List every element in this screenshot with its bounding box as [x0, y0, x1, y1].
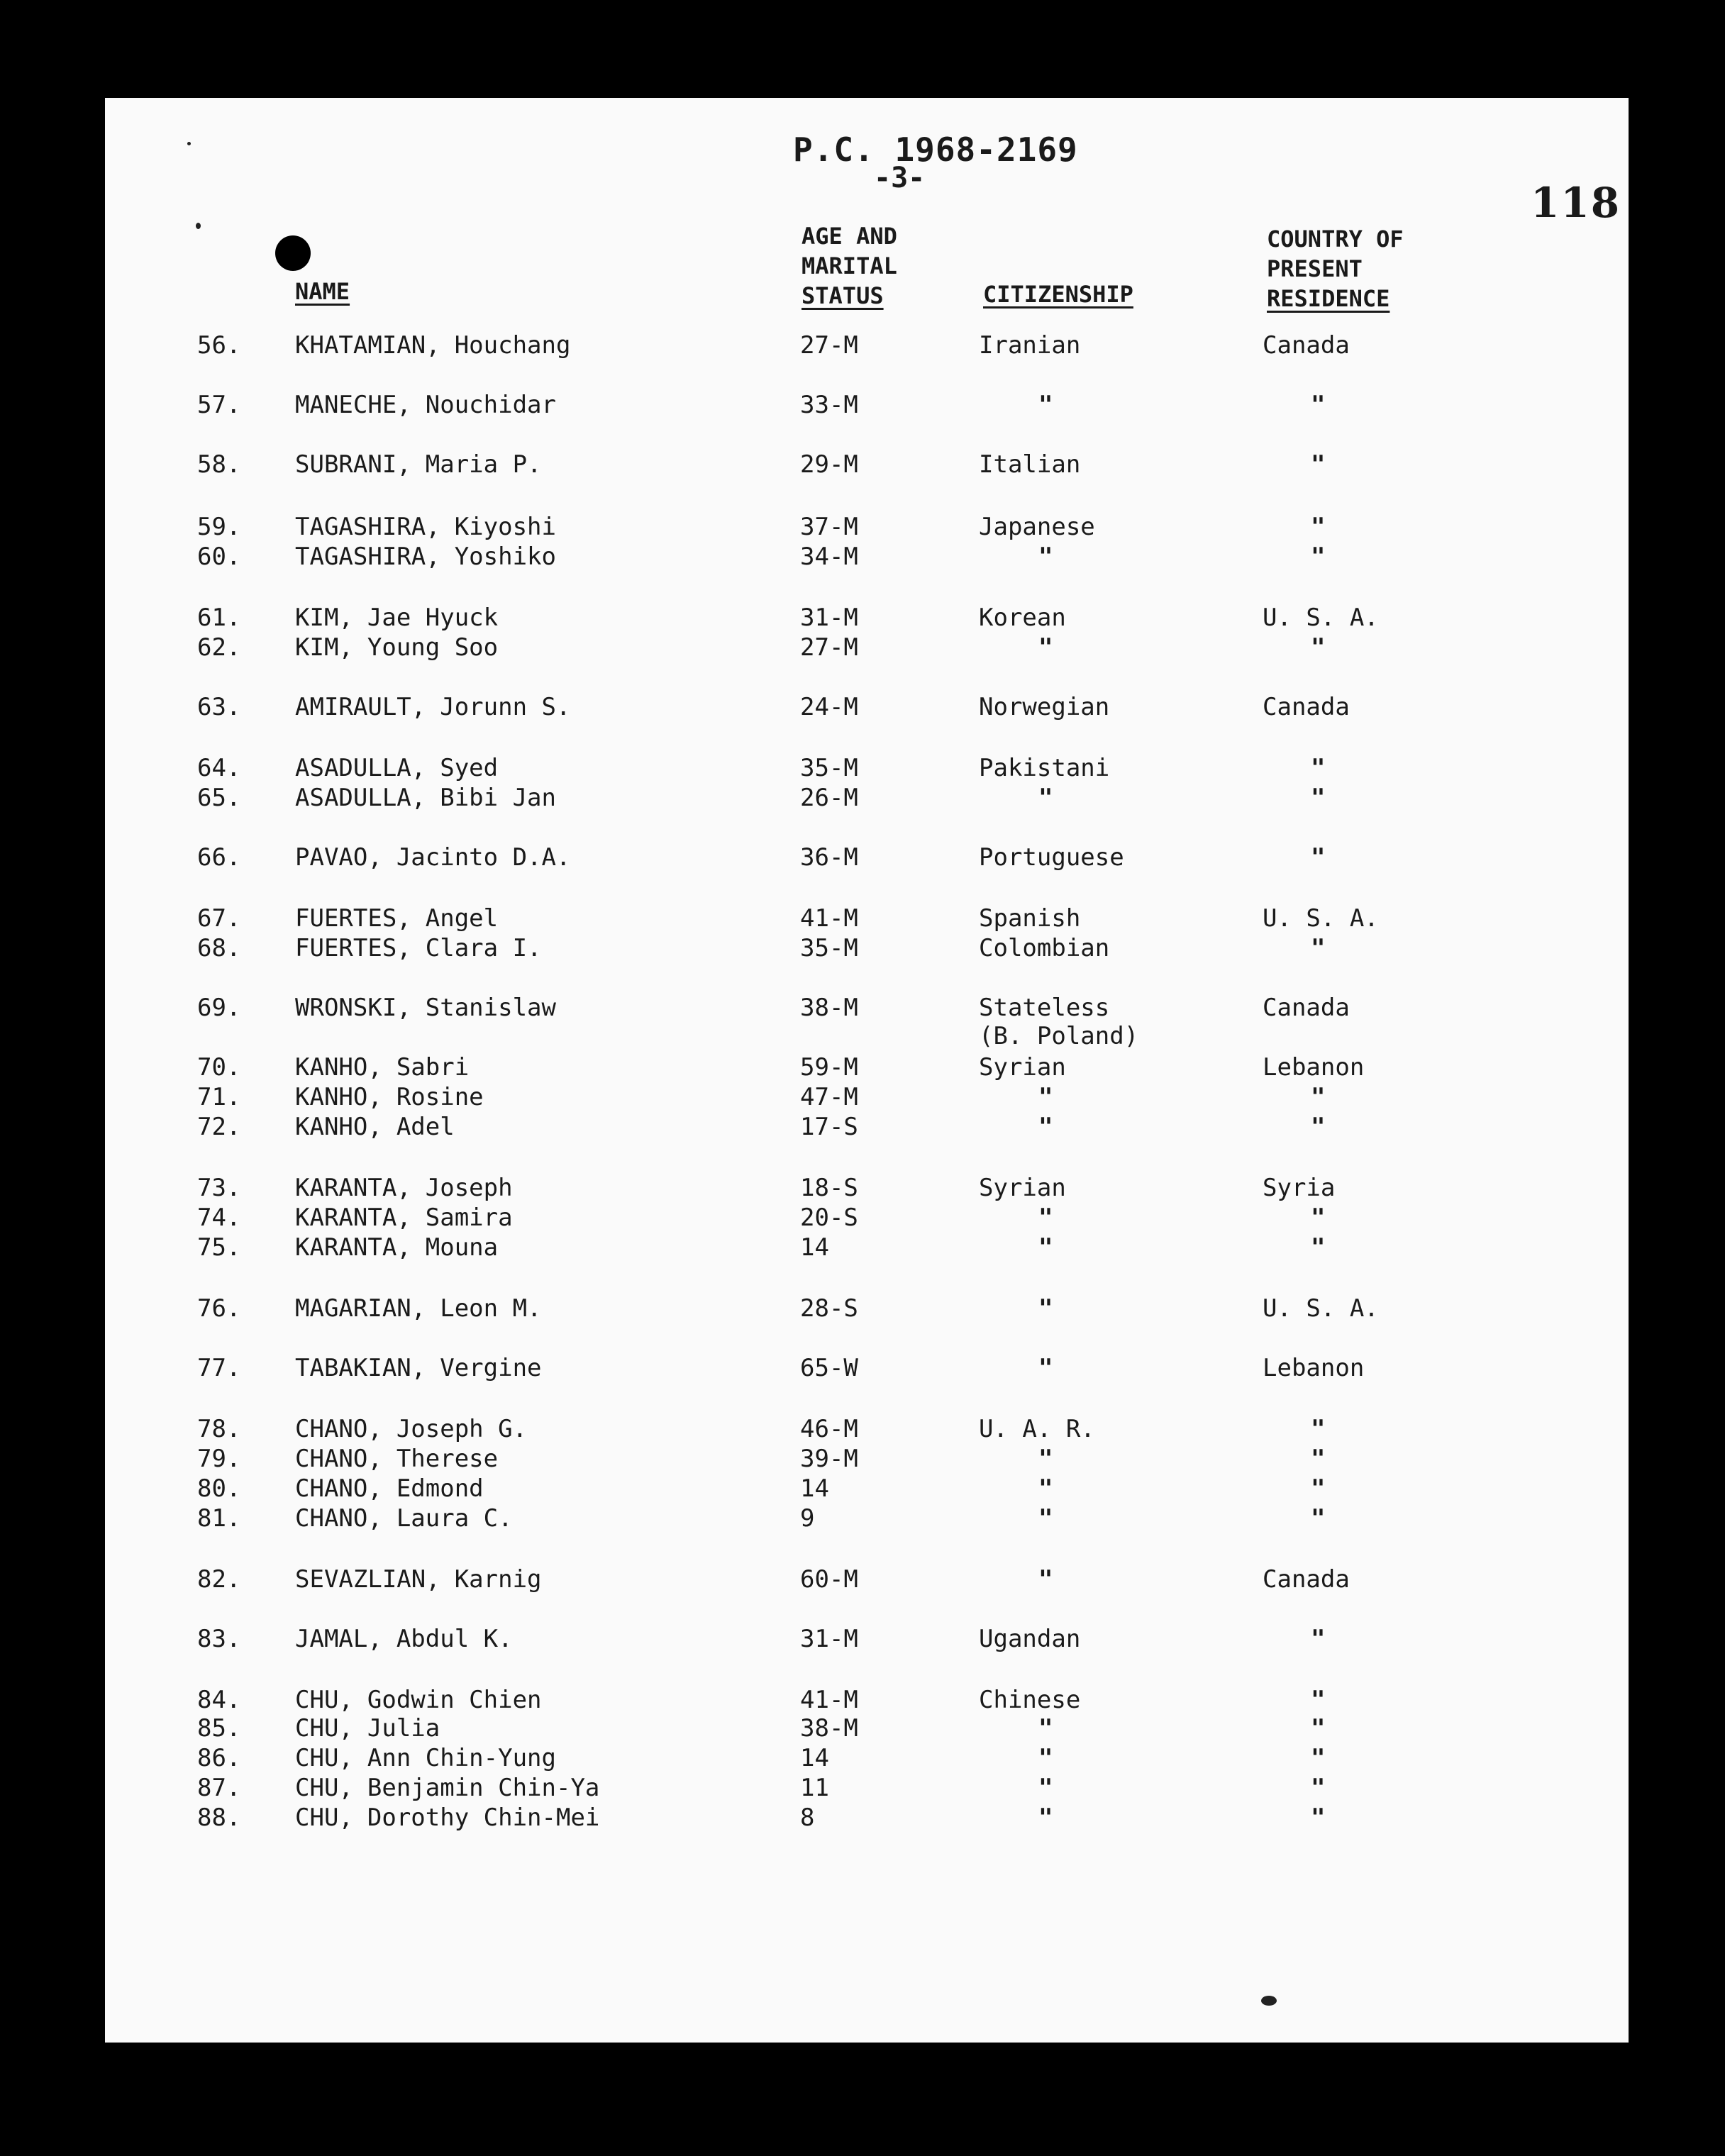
entry-name	[295, 993, 556, 1023]
entry-citizenship: "	[1038, 1445, 1053, 1473]
entry-surname: CHANO,	[295, 1415, 382, 1443]
entry-age-status: 47-M	[800, 1083, 858, 1111]
entry-number: 70.	[197, 1053, 241, 1082]
entry-residence: "	[1311, 843, 1326, 872]
entry-surname: JAMAL,	[295, 1625, 382, 1653]
entry-surname: CHANO,	[295, 1445, 382, 1473]
entry-age-status: 38-M	[800, 994, 858, 1022]
entry-residence: U. S. A.	[1263, 604, 1379, 632]
entry-name	[295, 1353, 542, 1383]
entry-surname: WRONSKI,	[295, 994, 411, 1022]
entry-citizenship: "	[1038, 1354, 1053, 1382]
entry-name	[295, 1713, 440, 1743]
entry-name	[295, 1173, 513, 1203]
entry-surname: AMIRAULT,	[295, 693, 426, 721]
entry-name	[295, 1685, 542, 1715]
entry-age-status: 38-M	[800, 1714, 858, 1743]
entry-residence: Canada	[1263, 994, 1350, 1022]
entry-number: 57.	[197, 391, 241, 419]
entry-age-status: 28-S	[800, 1294, 858, 1323]
entry-number: 77.	[197, 1354, 241, 1382]
entry-age-status: 27-M	[800, 633, 858, 662]
entry-age-status: 18-S	[800, 1174, 858, 1202]
entry-residence: Canada	[1263, 693, 1350, 721]
entry-name	[295, 1052, 469, 1082]
entry-residence: "	[1311, 934, 1326, 962]
entry-surname: ASADULLA,	[295, 754, 426, 782]
entry-age-status: 14	[800, 1233, 829, 1262]
entry-surname: FUERTES,	[295, 934, 411, 962]
entry-given-name: Dorothy Chin-Mei	[367, 1804, 600, 1832]
entry-citizenship: "	[1038, 543, 1053, 571]
entry-number: 66.	[197, 843, 241, 872]
entry-number: 84.	[197, 1686, 241, 1714]
entry-citizenship: "	[1038, 1083, 1053, 1111]
entry-name	[295, 603, 498, 633]
entry-age-status: 35-M	[800, 934, 858, 962]
entry-surname: CHU,	[295, 1714, 353, 1743]
entry-name	[295, 1082, 484, 1112]
entry-citizenship: "	[1038, 1565, 1053, 1594]
entry-name	[295, 512, 556, 542]
entry-surname: CHU,	[295, 1686, 353, 1714]
entry-citizenship: "	[1038, 1804, 1053, 1832]
entry-name	[295, 933, 542, 963]
entry-given-name: Leon M.	[440, 1294, 542, 1323]
folio-number: 118	[1531, 179, 1621, 227]
entry-given-name: Karnig	[454, 1565, 542, 1594]
entry-given-name: Angel	[425, 904, 499, 933]
entry-number: 67.	[197, 904, 241, 933]
header-country-line-1: COUNTRY OF	[1267, 226, 1404, 252]
entry-name	[295, 1743, 556, 1773]
entry-age-status: 59-M	[800, 1053, 858, 1082]
entry-citizenship: Japanese	[979, 513, 1095, 541]
entry-surname: SUBRANI,	[295, 450, 411, 479]
entry-name	[295, 450, 542, 479]
entry-number: 80.	[197, 1474, 241, 1503]
entry-residence: "	[1311, 1744, 1326, 1772]
entry-given-name: Abdul K.	[396, 1625, 513, 1653]
entry-number: 69.	[197, 994, 241, 1022]
entry-citizenship: Korean	[979, 604, 1066, 632]
entry-surname: KANHO,	[295, 1113, 382, 1141]
entry-citizenship: Iranian	[979, 331, 1081, 360]
entry-surname: TAGASHIRA,	[295, 513, 440, 541]
entry-residence: "	[1311, 1804, 1326, 1832]
entry-name	[295, 1294, 542, 1323]
entry-surname: TABAKIAN,	[295, 1354, 426, 1382]
entry-citizenship: "	[1038, 1474, 1053, 1503]
entry-age-status: 29-M	[800, 450, 858, 479]
header-citizenship: CITIZENSHIP	[983, 281, 1133, 308]
entry-given-name: Bibi Jan	[440, 784, 556, 812]
entry-age-status: 8	[800, 1804, 815, 1832]
entry-number: 59.	[197, 513, 241, 541]
entry-citizenship: "	[1038, 1233, 1053, 1262]
entry-citizenship: Portuguese	[979, 843, 1124, 872]
entry-name	[295, 783, 556, 813]
entry-age-status: 24-M	[800, 693, 858, 721]
entry-citizenship: "	[1038, 1774, 1053, 1802]
entry-given-name: Young Soo	[367, 633, 499, 662]
entry-number: 73.	[197, 1174, 241, 1202]
entry-number: 64.	[197, 754, 241, 782]
entry-residence: "	[1311, 633, 1326, 662]
entry-age-status: 9	[800, 1504, 815, 1533]
entry-age-status: 20-S	[800, 1204, 858, 1232]
entry-age-status: 27-M	[800, 331, 858, 360]
entry-residence: "	[1311, 391, 1326, 419]
entry-given-name: Vergine	[440, 1354, 542, 1382]
entry-given-name: Godwin Chien	[367, 1686, 542, 1714]
entry-given-name: Clara I.	[425, 934, 542, 962]
entry-given-name: Laura C.	[396, 1504, 513, 1533]
entry-age-status: 35-M	[800, 754, 858, 782]
entry-given-name: Julia	[367, 1714, 440, 1743]
entry-given-name: Sabri	[396, 1053, 470, 1082]
entry-name	[295, 904, 498, 933]
entry-name	[295, 753, 498, 783]
document-reference: P.C. 1968-2169	[793, 130, 1078, 169]
entry-number: 68.	[197, 934, 241, 962]
entry-surname: TAGASHIRA,	[295, 543, 440, 571]
entry-name	[295, 843, 570, 872]
entry-given-name: Yoshiko	[454, 543, 556, 571]
entry-surname: KARANTA,	[295, 1174, 411, 1202]
entry-citizenship: Norwegian	[979, 693, 1110, 721]
entry-surname: KARANTA,	[295, 1204, 411, 1232]
entry-given-name: Jorunn S.	[440, 693, 571, 721]
entry-number: 62.	[197, 633, 241, 662]
entry-citizenship: "	[1038, 1714, 1053, 1743]
entry-number: 72.	[197, 1113, 241, 1141]
entry-citizenship: "	[1038, 1113, 1053, 1141]
entry-given-name: Adel	[396, 1113, 455, 1141]
entry-age-status: 36-M	[800, 843, 858, 872]
entry-citizenship: U. A. R.	[979, 1415, 1095, 1443]
entry-surname: CHU,	[295, 1804, 353, 1832]
entry-surname: PAVAO,	[295, 843, 382, 872]
entry-citizenship: "	[1038, 1204, 1053, 1232]
entry-number: 63.	[197, 693, 241, 721]
entry-age-status: 31-M	[800, 1625, 858, 1653]
entry-citizenship: Syrian	[979, 1174, 1066, 1202]
entry-residence: Canada	[1263, 331, 1350, 360]
entry-residence: Lebanon	[1263, 1053, 1365, 1082]
entry-name	[295, 1803, 599, 1833]
entry-age-status: 65-W	[800, 1354, 858, 1382]
entry-age-status: 46-M	[800, 1415, 858, 1443]
entry-citizenship: Stateless	[979, 994, 1110, 1022]
entry-residence: "	[1311, 1714, 1326, 1743]
entry-residence: "	[1311, 754, 1326, 782]
entry-citizenship: Syrian	[979, 1053, 1066, 1082]
entry-name	[295, 330, 570, 360]
entry-name	[295, 1444, 498, 1474]
entry-name	[295, 542, 556, 572]
entry-given-name: Edmond	[396, 1474, 484, 1503]
entry-surname: KANHO,	[295, 1053, 382, 1082]
punch-hole	[275, 235, 311, 271]
entry-age-status: 14	[800, 1474, 829, 1503]
entry-given-name: Maria P.	[425, 450, 542, 479]
entry-given-name: Ann Chin-Yung	[367, 1744, 556, 1772]
entry-name	[295, 1203, 513, 1233]
entry-residence: "	[1311, 513, 1326, 541]
entry-residence: "	[1311, 1625, 1326, 1653]
entry-name	[295, 1504, 513, 1533]
entry-number: 60.	[197, 543, 241, 571]
entry-surname: KIM,	[295, 633, 353, 662]
entry-surname: CHU,	[295, 1774, 353, 1802]
entry-surname: ASADULLA,	[295, 784, 426, 812]
entry-surname: KIM,	[295, 604, 353, 632]
entry-citizenship: Ugandan	[979, 1625, 1081, 1653]
entry-name	[295, 692, 570, 722]
entry-given-name: Rosine	[396, 1083, 484, 1111]
entry-residence: "	[1311, 1774, 1326, 1802]
entry-number: 78.	[197, 1415, 241, 1443]
entry-age-status: 26-M	[800, 784, 858, 812]
entry-residence: "	[1311, 1504, 1326, 1533]
entry-number: 88.	[197, 1804, 241, 1832]
entry-given-name: Joseph	[425, 1174, 513, 1202]
header-country	[1267, 224, 1404, 313]
entry-name	[295, 1474, 484, 1504]
entry-citizenship: "	[1038, 1294, 1053, 1323]
entry-number: 56.	[197, 331, 241, 360]
header-name: NAME	[295, 278, 350, 305]
entry-age-status: 60-M	[800, 1565, 858, 1594]
entry-surname: KARANTA,	[295, 1233, 411, 1262]
ink-speck	[187, 142, 191, 145]
entry-given-name: Samira	[425, 1204, 513, 1232]
entry-name	[295, 633, 498, 662]
header-age-line-2: MARITAL	[802, 252, 897, 279]
entry-age-status: 14	[800, 1744, 829, 1772]
entry-citizenship: "	[1038, 633, 1053, 662]
entry-age-status: 41-M	[800, 904, 858, 933]
entry-residence: "	[1311, 1415, 1326, 1443]
ink-speck	[196, 223, 201, 229]
entry-name	[295, 1233, 498, 1262]
entry-surname: CHU,	[295, 1744, 353, 1772]
entry-residence: "	[1311, 1233, 1326, 1262]
entry-residence: "	[1311, 1474, 1326, 1503]
entry-number: 74.	[197, 1204, 241, 1232]
entry-residence: "	[1311, 543, 1326, 571]
entry-residence: "	[1311, 1083, 1326, 1111]
entry-given-name: Stanislaw	[425, 994, 556, 1022]
entry-number: 71.	[197, 1083, 241, 1111]
entry-surname: CHANO,	[295, 1504, 382, 1533]
entry-residence: "	[1311, 1204, 1326, 1232]
entry-name	[295, 1414, 527, 1444]
entry-number: 76.	[197, 1294, 241, 1323]
entry-age-status: 11	[800, 1774, 829, 1802]
entry-name	[295, 1112, 455, 1142]
entry-name	[295, 1773, 599, 1803]
entry-number: 58.	[197, 450, 241, 479]
header-age-line-3: STATUS	[802, 282, 884, 309]
entry-surname: KANHO,	[295, 1083, 382, 1111]
entry-age-status: 34-M	[800, 543, 858, 571]
entry-number: 85.	[197, 1714, 241, 1743]
entry-surname: FUERTES,	[295, 904, 411, 933]
entry-number: 65.	[197, 784, 241, 812]
entry-surname: CHANO,	[295, 1474, 382, 1503]
entry-given-name: Kiyoshi	[454, 513, 556, 541]
entry-residence: "	[1311, 1686, 1326, 1714]
entry-citizenship: Spanish	[979, 904, 1081, 933]
entry-name	[295, 390, 556, 420]
entry-age-status: 17-S	[800, 1113, 858, 1141]
entry-number: 82.	[197, 1565, 241, 1594]
entry-age-status: 37-M	[800, 513, 858, 541]
entry-given-name: Benjamin Chin-Ya	[367, 1774, 600, 1802]
entry-number: 61.	[197, 604, 241, 632]
entry-residence: U. S. A.	[1263, 904, 1379, 933]
entry-number: 87.	[197, 1774, 241, 1802]
entry-citizenship: Colombian	[979, 934, 1110, 962]
entry-citizenship: "	[1038, 1744, 1053, 1772]
entry-citizenship-note: (B. Poland)	[979, 1022, 1139, 1050]
entry-surname: MAGARIAN,	[295, 1294, 426, 1323]
entry-name	[295, 1624, 513, 1654]
document-page	[105, 98, 1629, 2043]
entry-number: 83.	[197, 1625, 241, 1653]
entry-residence: Canada	[1263, 1565, 1350, 1594]
entry-residence: Syria	[1263, 1174, 1336, 1202]
entry-residence: "	[1311, 784, 1326, 812]
entry-number: 79.	[197, 1445, 241, 1473]
entry-residence: "	[1311, 450, 1326, 479]
entry-age-status: 41-M	[800, 1686, 858, 1714]
entry-surname: MANECHE,	[295, 391, 411, 419]
entry-given-name: Joseph G.	[396, 1415, 528, 1443]
entry-given-name: Syed	[440, 754, 499, 782]
entry-residence: U. S. A.	[1263, 1294, 1379, 1323]
entry-residence: Lebanon	[1263, 1354, 1365, 1382]
header-country-line-2: PRESENT	[1267, 255, 1363, 282]
header-country-line-3: RESIDENCE	[1267, 285, 1390, 312]
entry-citizenship: Chinese	[979, 1686, 1081, 1714]
entry-citizenship: "	[1038, 1504, 1053, 1533]
entry-age-status: 31-M	[800, 604, 858, 632]
entry-residence: "	[1311, 1113, 1326, 1141]
page-number: -3-	[874, 162, 926, 194]
entry-age-status: 39-M	[800, 1445, 858, 1473]
entry-given-name: Mouna	[425, 1233, 499, 1262]
header-age-line-1: AGE AND	[802, 223, 897, 250]
entry-residence: "	[1311, 1445, 1326, 1473]
entry-given-name: Nouchidar	[425, 391, 556, 419]
entry-given-name: Houchang	[454, 331, 571, 360]
entry-surname: SEVAZLIAN,	[295, 1565, 440, 1594]
entry-age-status: 33-M	[800, 391, 858, 419]
ink-smudge	[1261, 1996, 1277, 2006]
entry-given-name: Jae Hyuck	[367, 604, 499, 632]
entry-given-name: Jacinto D.A.	[396, 843, 571, 872]
entry-number: 75.	[197, 1233, 241, 1262]
entry-citizenship: "	[1038, 784, 1053, 812]
entry-name	[295, 1565, 542, 1594]
header-age-marital	[802, 221, 897, 311]
entry-number: 81.	[197, 1504, 241, 1533]
entry-number: 86.	[197, 1744, 241, 1772]
entry-citizenship: Pakistani	[979, 754, 1110, 782]
entry-citizenship: "	[1038, 391, 1053, 419]
entry-citizenship: Italian	[979, 450, 1081, 479]
entry-surname: KHATAMIAN,	[295, 331, 440, 360]
entry-given-name: Therese	[396, 1445, 499, 1473]
